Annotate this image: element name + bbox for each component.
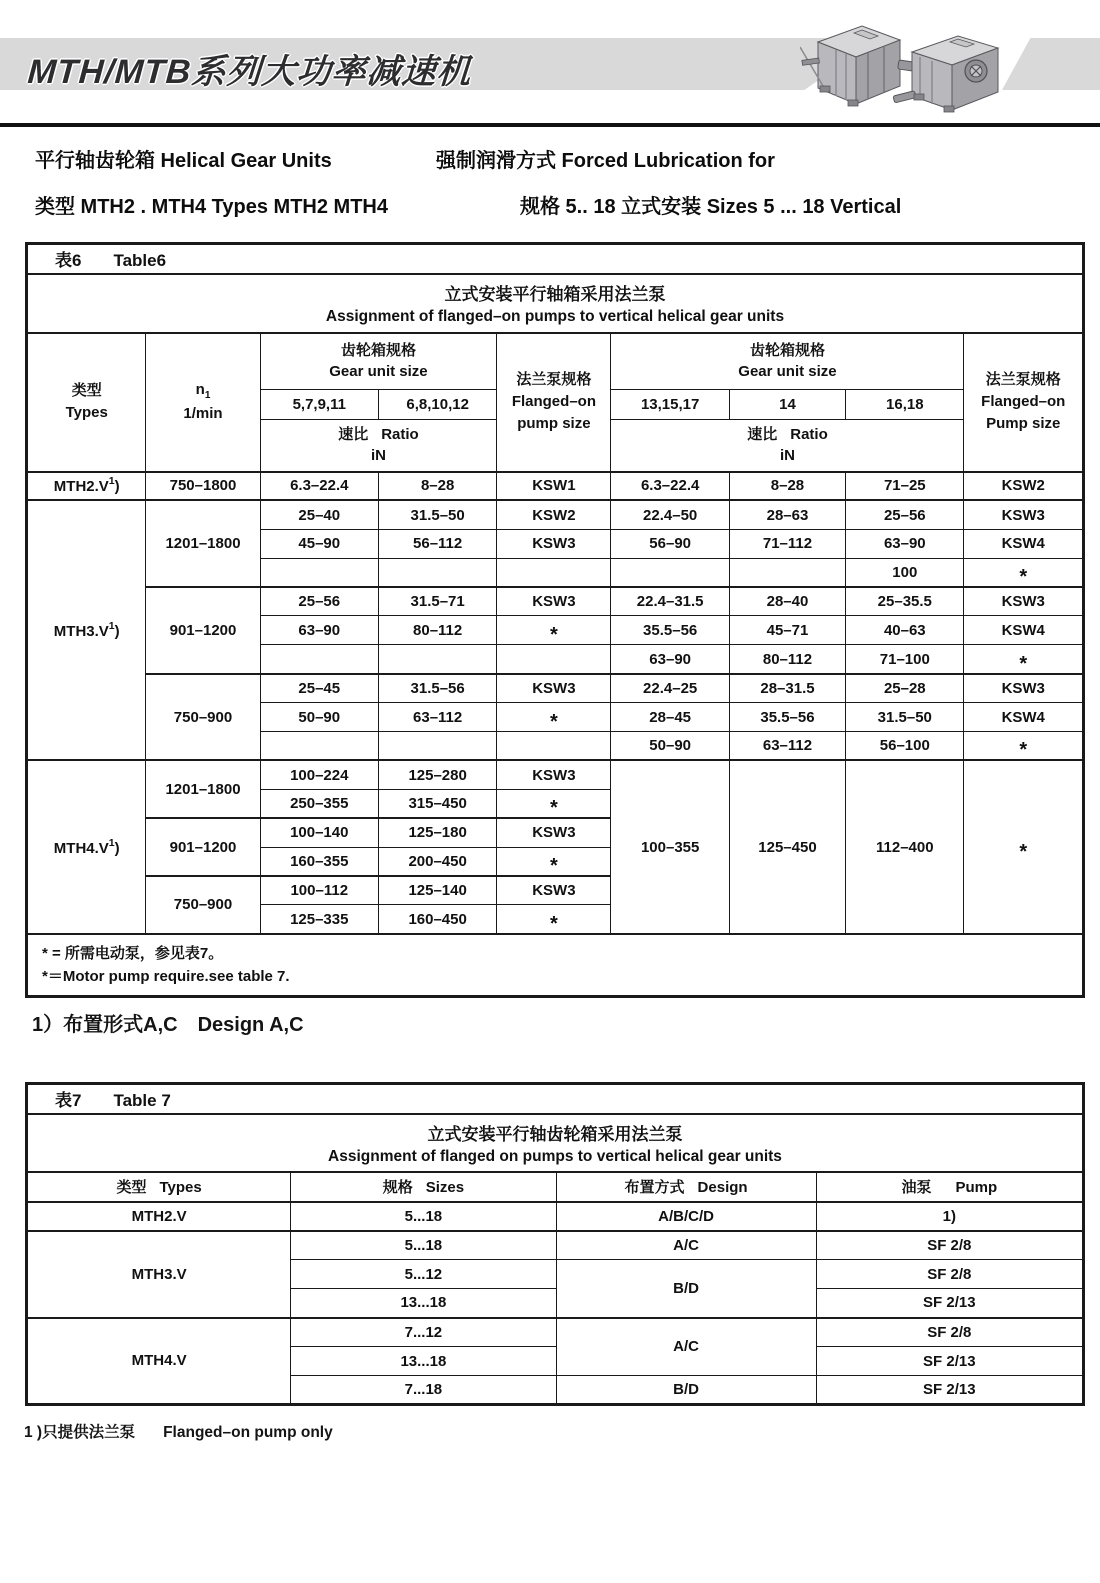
t6-cell-r9-c7: KSW4	[964, 703, 1084, 732]
t6-cell-r9-c6: 31.5–50	[846, 703, 964, 732]
table6-footnote-cn: * = 所需电动泵，参见表7。	[42, 944, 224, 962]
t7-cell-r6-c2: SF 2/13	[816, 1347, 1083, 1376]
table7-title-cn: 立式安装平行轴齿轮箱采用法兰泵	[427, 1124, 683, 1144]
t6-cell-r15-c4: KSW3	[497, 876, 611, 905]
t6-cell-r10-c5: 63–112	[729, 732, 845, 761]
t6-header-size-681012: 6,8,10,12	[378, 390, 496, 420]
t6-cell-r8-c6: 28–31.5	[729, 674, 845, 703]
t6-cell-r2-c5: KSW2	[497, 500, 611, 529]
table6-wrapper	[25, 242, 1085, 998]
t7-row-2	[27, 1231, 1084, 1260]
subtitle-1-left: 平行轴齿轮箱 Helical Gear Units	[35, 150, 332, 172]
t6-cell-r11-c3: 100–224	[260, 760, 378, 789]
t6-cell-r12-c3: *	[497, 789, 611, 818]
t6-header-gearsize-left: 齿轮箱规格 Gear unit size	[260, 333, 497, 390]
table6-footnote-en: *＝Motor pump require.see table 7.	[42, 968, 290, 985]
table6-title-cn: 立式安装平行轴箱采用法兰泵	[444, 285, 666, 304]
table6-title-en: Assignment of flanged–on pumps to vertical helical gear units	[325, 308, 785, 325]
t7-row-5	[27, 1318, 1084, 1347]
page-title: MTH/MTB系列大功率减速机	[26, 53, 473, 91]
table6-caption-cn: 表6	[55, 251, 82, 271]
t6-cell-r13-c1: 901–1200	[146, 818, 260, 876]
t7-cell-r1-c1: MTH2.V	[27, 1202, 291, 1231]
t6-header-ratio-left: 速比 Ratio iN	[260, 420, 497, 472]
t6-header-size-14: 14	[729, 390, 845, 420]
t7-cell-r2-c3: A/C	[556, 1231, 816, 1260]
t6-cell-r10-c6: 56–100	[846, 732, 964, 761]
t6-row-2	[27, 500, 1084, 529]
table6-title	[27, 274, 1084, 333]
t6-cell-r16-c1: 125–335	[260, 905, 378, 934]
t6-cell-r1-c7: 8–28	[729, 472, 845, 501]
t6-cell-r8-c3: 31.5–56	[378, 674, 496, 703]
t6-cell-r15-c1: 750–900	[146, 876, 260, 934]
t6-row-1	[27, 472, 1084, 501]
t6-cell-r8-c5: 22.4–25	[611, 674, 729, 703]
t6-cell-r6-c6: 40–63	[846, 616, 964, 645]
t6-row-11	[27, 760, 1084, 789]
t6-cell-r4-c2	[378, 558, 496, 587]
t6-cell-r9-c2: 63–112	[378, 703, 496, 732]
t6-cell-r11-c4: 125–280	[378, 760, 496, 789]
table7-title-en: Assignment of flanged on pumps to vertical helical gear units	[328, 1147, 782, 1165]
gear-unit-photo-right	[893, 36, 998, 112]
t6-cell-r3-c1: 45–90	[260, 529, 378, 558]
t6-cell-r1-c1: $MTH2.V^1$)	[27, 472, 146, 501]
t6-cell-r6-c2: 80–112	[378, 616, 496, 645]
t7-cell-r6-c1: 13...18	[291, 1347, 556, 1376]
t7-cell-r5-c3: A/C	[556, 1318, 816, 1376]
t6-cell-r5-c2: 25–56	[260, 587, 378, 616]
t6-cell-r11-c6: 100–355	[611, 760, 729, 933]
t6-cell-r7-c5: 80–112	[729, 645, 845, 674]
t6-cell-r4-c3	[497, 558, 611, 587]
t7-cell-r4-c1: 13...18	[291, 1289, 556, 1318]
t6-cell-r8-c2: 25–45	[260, 674, 378, 703]
t6-cell-r5-c5: 22.4–31.5	[611, 587, 729, 616]
gear-unit-photo-left	[800, 26, 917, 106]
t6-cell-r9-c1: 50–90	[260, 703, 378, 732]
t6-row-8	[27, 674, 1084, 703]
t6-cell-r2-c3: 25–40	[260, 500, 378, 529]
t6-cell-r11-c1: $MTH4.V^1$)	[27, 760, 146, 933]
t6-cell-r7-c7: *	[964, 645, 1084, 674]
t6-cell-r4-c6: 100	[846, 558, 964, 587]
t6-cell-r2-c7: 28–63	[729, 500, 845, 529]
subtitle-1-right: 强制润滑方式 Forced Lubrication for	[436, 150, 775, 172]
t6-cell-r14-c3: *	[497, 847, 611, 876]
table6-caption	[27, 244, 1084, 274]
t6-cell-r10-c1	[260, 732, 378, 761]
pump-footnote	[24, 1420, 333, 1442]
t6-cell-r8-c8: KSW3	[964, 674, 1084, 703]
t6-body	[27, 472, 1084, 934]
t6-cell-r5-c7: 25–35.5	[846, 587, 964, 616]
t7-cell-r1-c2: 5...18	[291, 1202, 556, 1231]
t6-cell-r9-c3: *	[497, 703, 611, 732]
t6-cell-r1-c8: 71–25	[846, 472, 964, 501]
design-note-cn: 1）布置形式A,C	[32, 1014, 178, 1036]
table7-caption	[27, 1084, 1084, 1114]
t6-cell-r3-c2: 56–112	[378, 529, 496, 558]
table6-caption-en: Table6	[113, 251, 167, 271]
t7-header-sizes: 规格 Sizes	[291, 1172, 556, 1202]
subtitle-2-left: 类型 MTH2 . MTH4 Types MTH2 MTH4	[35, 196, 388, 218]
t6-cell-r5-c6: 28–40	[729, 587, 845, 616]
t6-cell-r2-c1: $MTH3.V^1$)	[27, 500, 146, 760]
t6-cell-r5-c8: KSW3	[964, 587, 1084, 616]
t7-body	[27, 1202, 1084, 1405]
design-note	[32, 1008, 304, 1037]
t6-cell-r2-c2: 1201–1800	[146, 500, 260, 587]
t7-cell-r1-c4: 1)	[816, 1202, 1083, 1231]
t6-cell-r9-c4: 28–45	[611, 703, 729, 732]
table7	[25, 1082, 1085, 1406]
t6-cell-r4-c7: *	[964, 558, 1084, 587]
t6-cell-r9-c5: 35.5–56	[729, 703, 845, 732]
table6-footnote	[27, 934, 1084, 997]
t7-cell-r5-c4: SF 2/8	[816, 1318, 1083, 1347]
t6-cell-r3-c6: 63–90	[846, 529, 964, 558]
t6-header-types: 类型 Types	[27, 333, 146, 472]
t6-cell-r2-c4: 31.5–50	[378, 500, 496, 529]
t6-cell-r10-c4: 50–90	[611, 732, 729, 761]
t6-cell-r13-c4: KSW3	[497, 818, 611, 847]
t6-cell-r12-c1: 250–355	[260, 789, 378, 818]
t7-cell-r3-c1: 5...12	[291, 1260, 556, 1289]
t6-cell-r7-c1	[260, 645, 378, 674]
t7-cell-r3-c2: B/D	[556, 1260, 816, 1318]
table7-wrapper	[25, 1082, 1085, 1406]
t6-cell-r15-c3: 125–140	[378, 876, 496, 905]
t6-header-pump-left: 法兰泵规格 Flanged–on pump size	[497, 333, 611, 472]
t6-cell-r8-c1: 750–900	[146, 674, 260, 761]
t6-cell-r5-c3: 31.5–71	[378, 587, 496, 616]
t6-cell-r10-c7: *	[964, 732, 1084, 761]
table7-caption-en: Table 7	[113, 1091, 171, 1111]
t6-cell-r6-c3: *	[497, 616, 611, 645]
t6-cell-r5-c1: 901–1200	[146, 587, 260, 674]
t6-row-5	[27, 587, 1084, 616]
t6-cell-r16-c2: 160–450	[378, 905, 496, 934]
t6-cell-r8-c7: 25–28	[846, 674, 964, 703]
t7-cell-r3-c3: SF 2/8	[816, 1260, 1083, 1289]
t6-cell-r4-c1	[260, 558, 378, 587]
t6-header-size-5791: 5,7,9,11	[260, 390, 378, 420]
t7-cell-r7-c2: B/D	[556, 1376, 816, 1405]
t6-cell-r12-c2: 315–450	[378, 789, 496, 818]
t6-cell-r3-c3: KSW3	[497, 529, 611, 558]
subtitle-line-2	[0, 190, 1100, 216]
design-note-en: Design A,C	[197, 1014, 304, 1036]
t6-cell-r14-c2: 200–450	[378, 847, 496, 876]
t6-header-ratio-right: 速比 Ratio iN	[611, 420, 964, 472]
t6-cell-r7-c2	[378, 645, 496, 674]
t7-header-design: 布置方式 Design	[556, 1172, 816, 1202]
t6-cell-r6-c1: 63–90	[260, 616, 378, 645]
t6-cell-r11-c7: 125–450	[729, 760, 845, 933]
t6-cell-r11-c5: KSW3	[497, 760, 611, 789]
t6-cell-r3-c5: 71–112	[729, 529, 845, 558]
gear-unit-photos	[800, 16, 1015, 120]
t6-cell-r7-c4: 63–90	[611, 645, 729, 674]
t6-cell-r5-c4: KSW3	[497, 587, 611, 616]
t7-cell-r2-c4: SF 2/8	[816, 1231, 1083, 1260]
t6-header-size-131517: 13,15,17	[611, 390, 729, 420]
t7-header-types: 类型 Types	[27, 1172, 291, 1202]
t6-cell-r2-c8: 25–56	[846, 500, 964, 529]
subtitle-2-right: 规格 5.. 18 立式安装 Sizes 5 ... 18 Vertical	[520, 196, 902, 218]
t7-cell-r7-c3: SF 2/13	[816, 1376, 1083, 1405]
t6-cell-r14-c1: 160–355	[260, 847, 378, 876]
t6-cell-r8-c4: KSW3	[497, 674, 611, 703]
t6-cell-r6-c5: 45–71	[729, 616, 845, 645]
pump-footnote-cn: 1 )只提供法兰泵	[24, 1424, 136, 1441]
t7-cell-r5-c2: 7...12	[291, 1318, 556, 1347]
t6-cell-r1-c2: 750–1800	[146, 472, 260, 501]
subtitle-line-1	[0, 144, 1100, 170]
t6-cell-r16-c3: *	[497, 905, 611, 934]
table7-caption-cn: 表7	[55, 1091, 82, 1111]
t6-cell-r1-c5: KSW1	[497, 472, 611, 501]
t6-cell-r6-c4: 35.5–56	[611, 616, 729, 645]
t7-cell-r1-c3: A/B/C/D	[556, 1202, 816, 1231]
t6-cell-r10-c3	[497, 732, 611, 761]
banner-band-right	[1002, 38, 1100, 90]
t6-cell-r4-c4	[611, 558, 729, 587]
t6-cell-r1-c9: KSW2	[964, 472, 1084, 501]
t6-cell-r2-c9: KSW3	[964, 500, 1084, 529]
t7-row-1	[27, 1202, 1084, 1231]
t6-cell-r11-c8: 112–400	[846, 760, 964, 933]
pump-footnote-en: Flanged–on pump only	[163, 1424, 333, 1441]
t6-header-size-1618: 16,18	[846, 390, 964, 420]
t6-cell-r3-c7: KSW4	[964, 529, 1084, 558]
t6-header-pump-right: 法兰泵规格 Flanged–on Pump size	[964, 333, 1084, 472]
t6-cell-r2-c6: 22.4–50	[611, 500, 729, 529]
t7-cell-r7-c1: 7...18	[291, 1376, 556, 1405]
t6-cell-r13-c2: 100–140	[260, 818, 378, 847]
t6-cell-r11-c2: 1201–1800	[146, 760, 260, 818]
t6-cell-r15-c2: 100–112	[260, 876, 378, 905]
t6-cell-r1-c4: 8–28	[378, 472, 496, 501]
t7-cell-r5-c1: MTH4.V	[27, 1318, 291, 1405]
t6-cell-r13-c3: 125–180	[378, 818, 496, 847]
t7-cell-r4-c2: SF 2/13	[816, 1289, 1083, 1318]
t7-cell-r2-c2: 5...18	[291, 1231, 556, 1260]
header-divider	[0, 123, 1100, 127]
t6-cell-r1-c6: 6.3–22.4	[611, 472, 729, 501]
table6	[25, 242, 1085, 998]
t6-cell-r10-c2	[378, 732, 496, 761]
t6-header-gearsize-right: 齿轮箱规格 Gear unit size	[611, 333, 964, 390]
t6-cell-r6-c7: KSW4	[964, 616, 1084, 645]
t7-header-pump: 油泵 Pump	[816, 1172, 1083, 1202]
t6-cell-r7-c3	[497, 645, 611, 674]
t7-cell-r2-c1: MTH3.V	[27, 1231, 291, 1318]
t6-cell-r4-c5	[729, 558, 845, 587]
t6-cell-r3-c4: 56–90	[611, 529, 729, 558]
t6-cell-r7-c6: 71–100	[846, 645, 964, 674]
table7-title	[27, 1114, 1084, 1172]
t6-cell-r1-c3: 6.3–22.4	[260, 472, 378, 501]
t6-cell-r11-c9: *	[964, 760, 1084, 933]
t6-header-n1: $n_1$ 1/min	[146, 333, 260, 472]
